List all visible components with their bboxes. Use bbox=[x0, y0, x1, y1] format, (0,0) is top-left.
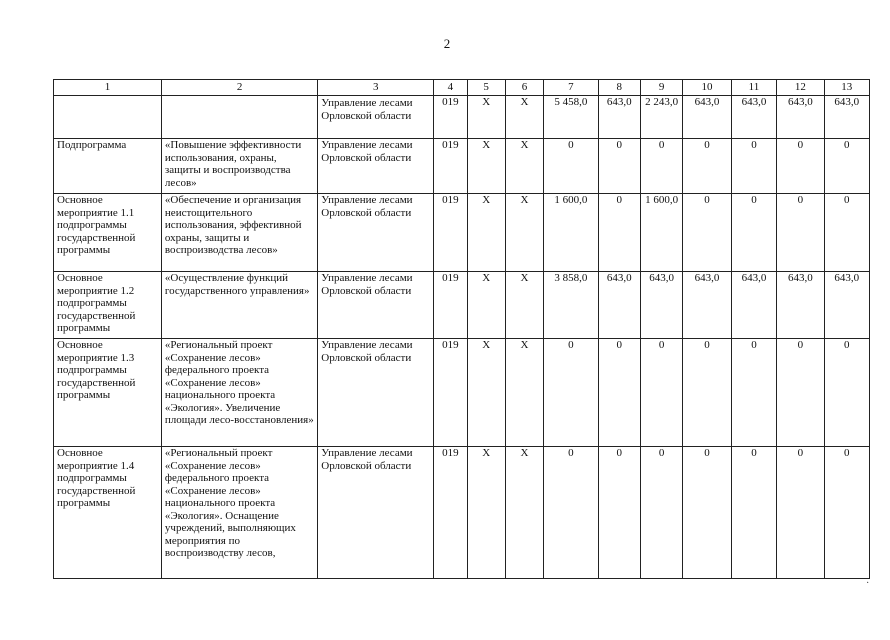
value-cell: 643,0 bbox=[824, 96, 869, 139]
value-cell: X bbox=[505, 139, 543, 194]
value-cell: 0 bbox=[640, 447, 682, 579]
row-type-cell: Основное мероприятие 1.2 подпрограммы государственной программы bbox=[54, 272, 162, 339]
header-row bbox=[54, 80, 870, 96]
value-cell: 643,0 bbox=[640, 272, 682, 339]
value-cell: 0 bbox=[640, 139, 682, 194]
column-header: 7 bbox=[544, 80, 598, 96]
responsible-cell: Управление лесами Орловской области bbox=[318, 339, 434, 447]
value-cell: 0 bbox=[731, 139, 776, 194]
value-cell: 1 600,0 bbox=[640, 194, 682, 272]
column-header: 8 bbox=[598, 80, 640, 96]
value-cell: X bbox=[467, 194, 505, 272]
table-row bbox=[54, 272, 870, 339]
value-cell: X bbox=[505, 272, 543, 339]
value-cell: 0 bbox=[598, 194, 640, 272]
value-cell: 019 bbox=[434, 96, 467, 139]
column-header: 10 bbox=[683, 80, 731, 96]
value-cell: X bbox=[467, 272, 505, 339]
value-cell: 0 bbox=[731, 447, 776, 579]
responsible-cell: Управление лесами Орловской области bbox=[318, 96, 434, 139]
row-title-cell: «Обеспечение и организация неистощительного использования, эффективной охраны, защиты и воспроизводства лесов» bbox=[161, 194, 317, 272]
value-cell: 1 600,0 bbox=[544, 194, 598, 272]
column-header: 6 bbox=[505, 80, 543, 96]
row-title-cell bbox=[161, 96, 317, 139]
responsible-cell: Управление лесами Орловской области bbox=[318, 139, 434, 194]
value-cell: 0 bbox=[640, 339, 682, 447]
row-type-cell: Подпрограмма bbox=[54, 139, 162, 194]
value-cell: X bbox=[505, 194, 543, 272]
column-header: 4 bbox=[434, 80, 467, 96]
row-type-cell: Основное мероприятие 1.3 подпрограммы государственной программы bbox=[54, 339, 162, 447]
value-cell: 5 458,0 bbox=[544, 96, 598, 139]
value-cell: 0 bbox=[598, 139, 640, 194]
responsible-cell: Управление лесами Орловской области bbox=[318, 272, 434, 339]
value-cell: 643,0 bbox=[683, 272, 731, 339]
column-header: 11 bbox=[731, 80, 776, 96]
value-cell: 0 bbox=[683, 139, 731, 194]
row-title-cell: «Повышение эффективности использования, охраны, защиты и воспроизводства лесов» bbox=[161, 139, 317, 194]
value-cell: X bbox=[505, 96, 543, 139]
value-cell: 643,0 bbox=[731, 272, 776, 339]
value-cell: 643,0 bbox=[731, 96, 776, 139]
value-cell: 0 bbox=[731, 194, 776, 272]
column-header: 5 bbox=[467, 80, 505, 96]
value-cell: 643,0 bbox=[777, 96, 824, 139]
row-type-cell: Основное мероприятие 1.4 подпрограммы государственной программы bbox=[54, 447, 162, 579]
responsible-cell: Управление лесами Орловской области bbox=[318, 194, 434, 272]
value-cell: 0 bbox=[777, 139, 824, 194]
value-cell: 019 bbox=[434, 447, 467, 579]
page-number: 2 bbox=[443, 36, 451, 51]
value-cell: X bbox=[467, 96, 505, 139]
value-cell: 0 bbox=[683, 339, 731, 447]
value-cell: 0 bbox=[777, 447, 824, 579]
column-header: 1 bbox=[54, 80, 162, 96]
table-row bbox=[54, 139, 870, 194]
value-cell: 0 bbox=[544, 447, 598, 579]
value-cell: 019 bbox=[434, 339, 467, 447]
value-cell: X bbox=[467, 339, 505, 447]
value-cell: 643,0 bbox=[683, 96, 731, 139]
table-row bbox=[54, 194, 870, 272]
row-type-cell bbox=[54, 96, 162, 139]
value-cell: 0 bbox=[598, 447, 640, 579]
value-cell: 0 bbox=[683, 447, 731, 579]
value-cell: 0 bbox=[824, 139, 869, 194]
value-cell: 019 bbox=[434, 194, 467, 272]
value-cell: 0 bbox=[544, 339, 598, 447]
value-cell: 643,0 bbox=[598, 272, 640, 339]
value-cell: 2 243,0 bbox=[640, 96, 682, 139]
scan-mark: · bbox=[866, 578, 870, 589]
value-cell: 0 bbox=[777, 339, 824, 447]
value-cell: 0 bbox=[731, 339, 776, 447]
row-title-cell: «Региональный проект «Сохранение лесов» федерального проекта «Сохранение лесов» национального проекта «Экология». Увеличение площади лесо-восстановления» bbox=[161, 339, 317, 447]
value-cell: X bbox=[467, 447, 505, 579]
value-cell: X bbox=[467, 139, 505, 194]
value-cell: 0 bbox=[598, 339, 640, 447]
value-cell: X bbox=[505, 447, 543, 579]
value-cell: 0 bbox=[824, 194, 869, 272]
value-cell: 643,0 bbox=[777, 272, 824, 339]
column-header: 3 bbox=[318, 80, 434, 96]
column-header: 9 bbox=[640, 80, 682, 96]
responsible-cell: Управление лесами Орловской области bbox=[318, 447, 434, 579]
value-cell: 0 bbox=[777, 194, 824, 272]
row-title-cell: «Осуществление функций государственного управления» bbox=[161, 272, 317, 339]
row-type-cell: Основное мероприятие 1.1 подпрограммы государственной программы bbox=[54, 194, 162, 272]
table-row bbox=[54, 96, 870, 139]
value-cell: 643,0 bbox=[824, 272, 869, 339]
value-cell: 3 858,0 bbox=[544, 272, 598, 339]
value-cell: 0 bbox=[544, 139, 598, 194]
table-row bbox=[54, 447, 870, 579]
value-cell: 643,0 bbox=[598, 96, 640, 139]
value-cell: 0 bbox=[683, 194, 731, 272]
row-title-cell: «Региональный проект «Сохранение лесов» федерального проекта «Сохранение лесов» национального проекта «Экология». Оснащение учреждений, выполняющих мероприятия по воспроизводству лесов, bbox=[161, 447, 317, 579]
column-header: 13 bbox=[824, 80, 869, 96]
budget-table bbox=[53, 79, 870, 579]
value-cell: X bbox=[505, 339, 543, 447]
value-cell: 0 bbox=[824, 447, 869, 579]
value-cell: 019 bbox=[434, 139, 467, 194]
column-header: 2 bbox=[161, 80, 317, 96]
column-header: 12 bbox=[777, 80, 824, 96]
value-cell: 0 bbox=[824, 339, 869, 447]
value-cell: 019 bbox=[434, 272, 467, 339]
table-row bbox=[54, 339, 870, 447]
